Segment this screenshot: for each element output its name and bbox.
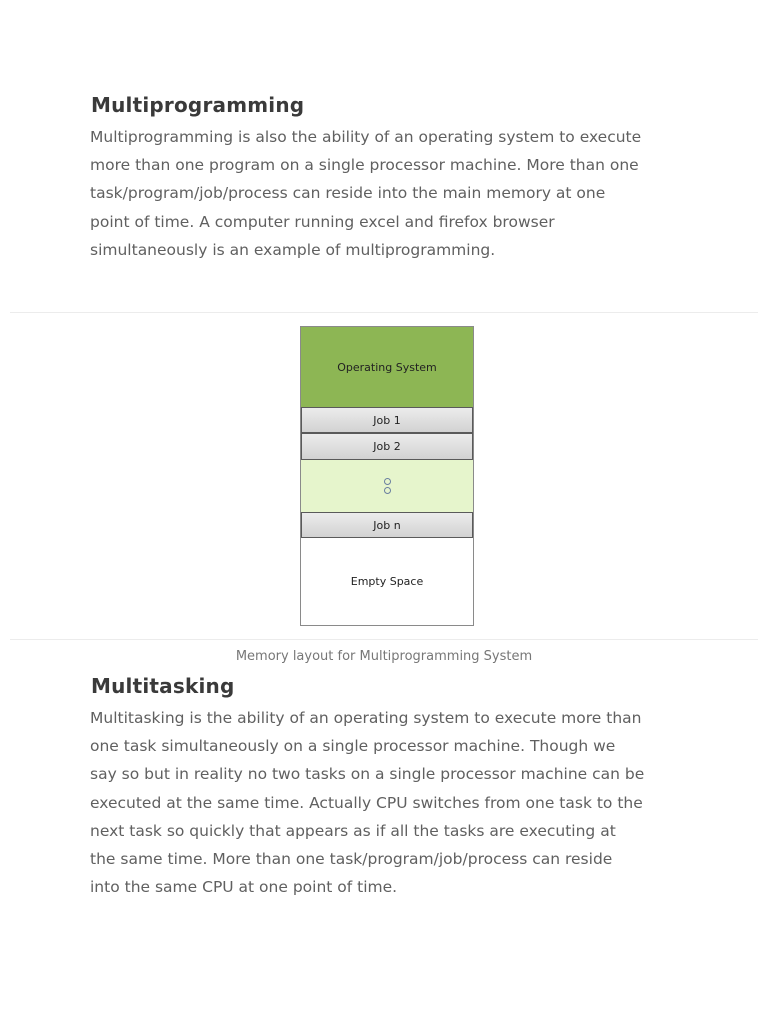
empty-space-label: Empty Space [350, 575, 424, 588]
empty-space-block [301, 538, 473, 625]
paragraph-multiprogramming: Multiprogramming is also the ability of an operating system to execute more than one program on a single processor machine. More than one task/program/job/process can reside into the main memory at one point of time. A computer running excel and firefox browser simultaneously is an example of multiprogramming. [90, 128, 642, 259]
paragraph-multitasking: Multitasking is the ability of an operating system to execute more than one task simultaneously on a single processor machine. Though we say so but in reality no two tasks on a single processor machine can be executed at the same time. Actually CPU switches from one task to the next task so quickly that appears as if all the tasks are executing at the same time. More than one task/program/job/process can reside into the same CPU at one point of time. [90, 709, 645, 897]
job-n-block [301, 512, 473, 538]
ellipsis-dot-icon [384, 478, 391, 485]
ellipsis-dot-icon [384, 487, 391, 494]
job-n-label: Job n [373, 518, 401, 532]
divider-top [10, 312, 758, 313]
job-2-block [301, 433, 473, 460]
job-1-label: Job 1 [373, 413, 401, 427]
section-heading-multiprogramming: Multiprogramming [91, 93, 305, 117]
job-1-block [301, 407, 473, 433]
figure-caption: Memory layout for Multiprogramming System [235, 649, 533, 664]
job-2-label: Job 2 [373, 440, 401, 453]
memory-layout-diagram [300, 326, 474, 626]
os-label: Operating System [337, 360, 437, 374]
os-block [301, 327, 473, 407]
ellipsis-block [301, 460, 473, 512]
section-heading-multitasking: Multitasking [91, 674, 235, 698]
divider-bottom [10, 639, 758, 640]
